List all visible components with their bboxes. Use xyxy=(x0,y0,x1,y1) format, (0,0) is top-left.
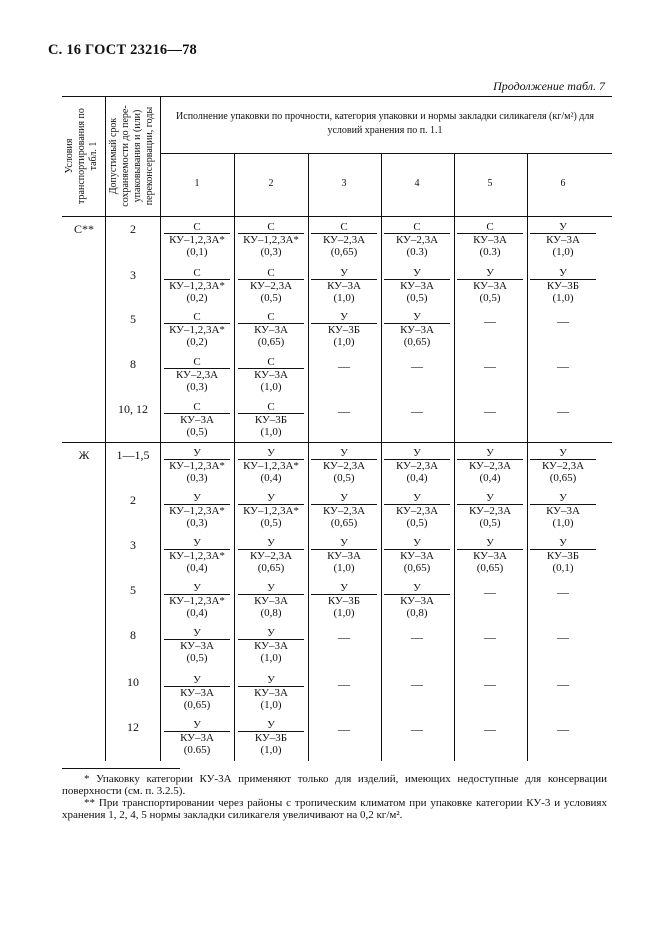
package-category: КУ–3А xyxy=(238,323,304,336)
strength-class: С xyxy=(267,356,275,368)
header-inner-rule xyxy=(160,153,612,154)
empty-cell-dash: — xyxy=(484,314,496,328)
package-category: КУ–3А xyxy=(384,549,450,562)
empty-cell-dash: — xyxy=(557,585,569,599)
package-category: КУ–1,2,3А* xyxy=(164,323,230,336)
strength-class: У xyxy=(486,492,494,504)
packaging-cell xyxy=(383,312,451,348)
empty-cell-dash: — xyxy=(411,677,423,691)
package-category: КУ–2,3А xyxy=(457,459,523,472)
package-category: КУ–3А xyxy=(311,279,377,292)
strength-class: У xyxy=(267,719,275,731)
package-category: КУ–1,2,3А* xyxy=(164,549,230,562)
packaging-cell xyxy=(237,675,305,711)
empty-cell-dash: — xyxy=(411,359,423,373)
silica-gel-norm: (0,5) xyxy=(186,426,208,438)
strength-class: У xyxy=(193,492,201,504)
storage-period: 10, 12 xyxy=(118,402,148,416)
packaging-cell xyxy=(383,493,451,529)
silica-gel-norm: (0,3) xyxy=(186,381,208,393)
storage-condition-number: 4 xyxy=(414,178,420,189)
silica-gel-norm: (0,5) xyxy=(333,472,355,484)
table-top-rule xyxy=(62,96,612,97)
package-category: КУ–2,3А xyxy=(384,459,450,472)
package-category: КУ–3А xyxy=(238,368,304,381)
package-category: КУ–3А xyxy=(384,323,450,336)
col-divider xyxy=(308,153,309,761)
package-category: КУ–1,2,3А* xyxy=(238,504,304,517)
silica-gel-norm: (0,5) xyxy=(260,517,282,529)
package-category: КУ–1,2,3А* xyxy=(164,233,230,246)
silica-gel-norm: (1,0) xyxy=(333,336,355,348)
package-category: КУ–3А xyxy=(164,639,230,652)
storage-condition-number: 6 xyxy=(560,178,566,189)
empty-cell-dash: — xyxy=(338,722,350,736)
package-category: КУ–3Б xyxy=(238,413,304,426)
storage-period: 8 xyxy=(130,357,136,371)
footnotes xyxy=(62,773,607,821)
packaging-cell xyxy=(310,268,378,304)
packaging-cell xyxy=(163,720,231,756)
storage-period: 1—1,5 xyxy=(116,448,150,462)
strength-class: У xyxy=(486,267,494,279)
empty-cell-dash: — xyxy=(338,359,350,373)
strength-class: С xyxy=(193,221,201,233)
packaging-cell xyxy=(456,448,524,484)
silica-gel-norm: (1,0) xyxy=(333,292,355,304)
strength-class: С xyxy=(193,311,201,323)
empty-cell-dash: — xyxy=(484,585,496,599)
packaging-cell xyxy=(310,538,378,574)
package-category: КУ–3А xyxy=(384,279,450,292)
silica-gel-norm: (0,5) xyxy=(260,292,282,304)
package-category: КУ–1,2,3А* xyxy=(164,594,230,607)
strength-class: У xyxy=(559,537,567,549)
package-category: КУ–2,3А xyxy=(164,368,230,381)
silica-gel-norm: (0.3) xyxy=(406,246,428,258)
strength-class: У xyxy=(267,447,275,459)
silica-gel-norm: (0,1) xyxy=(186,246,208,258)
packaging-cell xyxy=(383,538,451,574)
packaging-cell xyxy=(383,222,451,258)
silica-gel-norm: (1,0) xyxy=(260,426,282,438)
silica-gel-norm: (0,65) xyxy=(330,246,358,258)
empty-cell-dash: — xyxy=(411,722,423,736)
silica-gel-norm: (0,2) xyxy=(186,292,208,304)
strength-class: У xyxy=(559,267,567,279)
storage-period: 8 xyxy=(130,628,136,642)
package-category: КУ–2,3А xyxy=(384,504,450,517)
silica-gel-norm: (1,0) xyxy=(552,246,574,258)
silica-gel-norm: (0,5) xyxy=(406,292,428,304)
package-category: КУ–3А xyxy=(164,413,230,426)
package-category: КУ–3А xyxy=(311,549,377,562)
footnote: ** При транспортировании через районы с тропическим климатом при упаковке категории КУ-3 и условиях хранения 1, 2, 4, 5 нормы закладки силикагеля увеличивают на 0,2 кг/м². xyxy=(62,797,607,821)
group-separator-rule xyxy=(62,442,612,443)
silica-gel-norm: (0,5) xyxy=(479,517,501,529)
packaging-cell xyxy=(163,268,231,304)
page-header: С. 16 ГОСТ 23216—78 xyxy=(48,42,197,58)
packaging-cell xyxy=(529,222,597,258)
packaging-cell xyxy=(456,268,524,304)
strength-class: У xyxy=(486,447,494,459)
package-category: КУ–3А xyxy=(238,594,304,607)
strength-class: У xyxy=(413,447,421,459)
silica-gel-norm: (0,65) xyxy=(549,472,577,484)
package-category: КУ–3А xyxy=(530,233,596,246)
strength-class: У xyxy=(413,492,421,504)
strength-class: У xyxy=(413,582,421,594)
silica-gel-norm: (0,8) xyxy=(406,607,428,619)
silica-gel-norm: (0,65) xyxy=(257,562,285,574)
packaging-cell xyxy=(163,312,231,348)
storage-period: 2 xyxy=(130,222,136,236)
packaging-cell xyxy=(529,538,597,574)
package-category: КУ–3А xyxy=(384,594,450,607)
package-category: КУ–3А xyxy=(457,549,523,562)
packaging-cell xyxy=(383,583,451,619)
storage-period: 5 xyxy=(130,583,136,597)
strength-class: У xyxy=(340,447,348,459)
empty-cell-dash: — xyxy=(484,630,496,644)
silica-gel-norm: (0,5) xyxy=(406,517,428,529)
strength-class: С xyxy=(486,221,494,233)
strength-class: У xyxy=(193,447,201,459)
strength-class: У xyxy=(413,267,421,279)
packaging-cell xyxy=(383,448,451,484)
strength-class: У xyxy=(193,674,201,686)
silica-gel-norm: (0,65) xyxy=(403,562,431,574)
package-category: КУ–2,3А xyxy=(238,549,304,562)
footnote: * Упаковку категории КУ-3А применяют только для изделий, имеющих недоступные для консервации поверхности (см. п. 3.2.5). xyxy=(62,773,607,797)
package-category: КУ–2,3А xyxy=(238,279,304,292)
packaging-cell xyxy=(163,402,231,438)
strength-class: С xyxy=(193,267,201,279)
col-divider xyxy=(454,153,455,761)
transport-condition: С** xyxy=(73,222,95,236)
packaging-cell xyxy=(163,222,231,258)
package-category: КУ–2,3А xyxy=(311,459,377,472)
footnote-divider xyxy=(62,768,180,769)
packaging-cell xyxy=(456,493,524,529)
col-divider xyxy=(527,153,528,761)
packaging-cell xyxy=(163,628,231,664)
silica-gel-norm: (0,4) xyxy=(186,607,208,619)
silica-gel-norm: (0,2) xyxy=(186,336,208,348)
silica-gel-norm: (0,5) xyxy=(479,292,501,304)
empty-cell-dash: — xyxy=(557,404,569,418)
package-category: КУ–1,2,3А* xyxy=(164,459,230,472)
silica-gel-norm: (0,4) xyxy=(260,472,282,484)
strength-class: У xyxy=(193,719,201,731)
strength-class: У xyxy=(559,492,567,504)
packaging-cell xyxy=(529,268,597,304)
packaging-cell xyxy=(163,357,231,393)
silica-gel-norm: (0,3) xyxy=(260,246,282,258)
package-category: КУ–2,3А xyxy=(384,233,450,246)
packaging-cell xyxy=(237,720,305,756)
strength-class: У xyxy=(340,267,348,279)
packaging-cell xyxy=(163,493,231,529)
strength-class: У xyxy=(193,537,201,549)
strength-class: У xyxy=(267,627,275,639)
strength-class: У xyxy=(486,537,494,549)
silica-gel-norm: (1,0) xyxy=(260,699,282,711)
strength-class: С xyxy=(267,311,275,323)
package-category: КУ–3А xyxy=(164,686,230,699)
packaging-cell xyxy=(237,312,305,348)
packaging-cell xyxy=(456,222,524,258)
silica-gel-norm: (1,0) xyxy=(552,292,574,304)
column-header-storage-period: Допустимый срок сохраняемости до переупаковывания и (или) переконсервации, годы xyxy=(108,105,155,207)
packaging-cell xyxy=(310,583,378,619)
package-category: КУ–3Б xyxy=(311,594,377,607)
packaging-cell xyxy=(163,583,231,619)
package-category: КУ–2,3А xyxy=(311,504,377,517)
package-category: КУ–1,2,3А* xyxy=(164,504,230,517)
packaging-cell xyxy=(237,402,305,438)
strength-class: С xyxy=(267,267,275,279)
package-category: КУ–2,3А xyxy=(311,233,377,246)
strength-class: У xyxy=(413,537,421,549)
storage-period: 2 xyxy=(130,493,136,507)
package-category: КУ–3А xyxy=(457,279,523,292)
silica-gel-norm: (0.3) xyxy=(479,246,501,258)
strength-class: У xyxy=(193,627,201,639)
package-category: КУ–3А xyxy=(238,686,304,699)
strength-class: У xyxy=(413,311,421,323)
packaging-cell xyxy=(237,448,305,484)
package-category: КУ–3А xyxy=(164,731,230,744)
column-header-transport-conditions: Условия транспортирования по табл. 1 xyxy=(64,108,99,204)
transport-condition: Ж xyxy=(78,448,90,462)
empty-cell-dash: — xyxy=(338,677,350,691)
empty-cell-dash: — xyxy=(557,722,569,736)
silica-gel-norm: (1,0) xyxy=(260,652,282,664)
package-category: КУ–3Б xyxy=(530,279,596,292)
packaging-cell xyxy=(310,312,378,348)
package-category: КУ–3А xyxy=(238,639,304,652)
empty-cell-dash: — xyxy=(338,630,350,644)
col-divider xyxy=(160,96,161,761)
strength-class: С xyxy=(413,221,421,233)
packaging-cell xyxy=(237,268,305,304)
packaging-cell xyxy=(529,448,597,484)
silica-gel-norm: (0,5) xyxy=(186,652,208,664)
strength-class: У xyxy=(340,311,348,323)
silica-gel-norm: (0,3) xyxy=(186,517,208,529)
silica-gel-norm: (0,65) xyxy=(403,336,431,348)
packaging-cell xyxy=(456,538,524,574)
strength-class: У xyxy=(193,582,201,594)
package-category: КУ–3Б xyxy=(311,323,377,336)
strength-class: С xyxy=(267,401,275,413)
packaging-cell xyxy=(237,357,305,393)
storage-period: 5 xyxy=(130,312,136,326)
packaging-cell xyxy=(237,628,305,664)
packaging-cell xyxy=(310,493,378,529)
table-continuation-label: Продолжение табл. 7 xyxy=(493,79,605,93)
silica-gel-norm: (0,4) xyxy=(186,562,208,574)
strength-class: С xyxy=(193,356,201,368)
packaging-cell xyxy=(163,675,231,711)
storage-condition-number: 1 xyxy=(194,178,200,189)
strength-class: У xyxy=(340,582,348,594)
silica-gel-norm: (0,1) xyxy=(552,562,574,574)
packaging-cell xyxy=(163,448,231,484)
silica-gel-norm: (0,4) xyxy=(406,472,428,484)
strength-class: У xyxy=(559,221,567,233)
empty-cell-dash: — xyxy=(484,359,496,373)
strength-class: У xyxy=(267,492,275,504)
package-category: КУ–3Б xyxy=(530,549,596,562)
package-category: КУ–2,3А xyxy=(457,504,523,517)
empty-cell-dash: — xyxy=(484,677,496,691)
empty-cell-dash: — xyxy=(557,630,569,644)
storage-condition-number: 2 xyxy=(268,178,274,189)
strength-class: У xyxy=(340,492,348,504)
strength-class: У xyxy=(267,674,275,686)
empty-cell-dash: — xyxy=(557,677,569,691)
silica-gel-norm: (1,0) xyxy=(260,744,282,756)
package-category: КУ–3А xyxy=(457,233,523,246)
empty-cell-dash: — xyxy=(411,630,423,644)
silica-gel-norm: (0.65) xyxy=(183,744,211,756)
packaging-cell xyxy=(310,222,378,258)
packaging-cell xyxy=(237,493,305,529)
packaging-cell xyxy=(237,583,305,619)
silica-gel-norm: (0,65) xyxy=(257,336,285,348)
storage-period: 3 xyxy=(130,268,136,282)
storage-condition-number: 5 xyxy=(487,178,493,189)
empty-cell-dash: — xyxy=(557,359,569,373)
silica-gel-norm: (0,3) xyxy=(186,472,208,484)
silica-gel-norm: (1,0) xyxy=(333,562,355,574)
silica-gel-norm: (0,65) xyxy=(476,562,504,574)
col-divider xyxy=(105,96,106,761)
empty-cell-dash: — xyxy=(484,722,496,736)
strength-class: С xyxy=(267,221,275,233)
silica-gel-norm: (0,4) xyxy=(479,472,501,484)
empty-cell-dash: — xyxy=(338,404,350,418)
column-header-packaging: Исполнение упаковки по прочности, категория упаковки и нормы закладки силикагеля (кг/м²) для условий хранения по п. 1.1 xyxy=(176,111,594,136)
silica-gel-norm: (1,0) xyxy=(333,607,355,619)
package-category: КУ–1,2,3А* xyxy=(238,233,304,246)
silica-gel-norm: (1,0) xyxy=(552,517,574,529)
strength-class: У xyxy=(340,537,348,549)
packaging-cell xyxy=(529,493,597,529)
silica-gel-norm: (1,0) xyxy=(260,381,282,393)
strength-class: У xyxy=(267,537,275,549)
silica-gel-norm: (0,65) xyxy=(183,699,211,711)
strength-class: У xyxy=(559,447,567,459)
strength-class: У xyxy=(267,582,275,594)
empty-cell-dash: — xyxy=(484,404,496,418)
package-category: КУ–3Б xyxy=(238,731,304,744)
header-bottom-rule xyxy=(62,216,612,217)
strength-class: С xyxy=(340,221,348,233)
package-category: КУ–1,2,3А* xyxy=(238,459,304,472)
silica-gel-norm: (0,8) xyxy=(260,607,282,619)
packaging-cell xyxy=(383,268,451,304)
packaging-cell xyxy=(237,222,305,258)
storage-period: 10 xyxy=(127,675,139,689)
empty-cell-dash: — xyxy=(411,404,423,418)
silica-gel-norm: (0,65) xyxy=(330,517,358,529)
empty-cell-dash: — xyxy=(557,314,569,328)
package-category: КУ–1,2,3А* xyxy=(164,279,230,292)
storage-period: 3 xyxy=(130,538,136,552)
package-category: КУ–2,3А xyxy=(530,459,596,472)
col-divider xyxy=(234,153,235,761)
storage-condition-number: 3 xyxy=(341,178,347,189)
packaging-cell xyxy=(310,448,378,484)
package-category: КУ–3А xyxy=(530,504,596,517)
strength-class: С xyxy=(193,401,201,413)
col-divider xyxy=(381,153,382,761)
packaging-cell xyxy=(237,538,305,574)
packaging-cell xyxy=(163,538,231,574)
storage-period: 12 xyxy=(127,720,139,734)
